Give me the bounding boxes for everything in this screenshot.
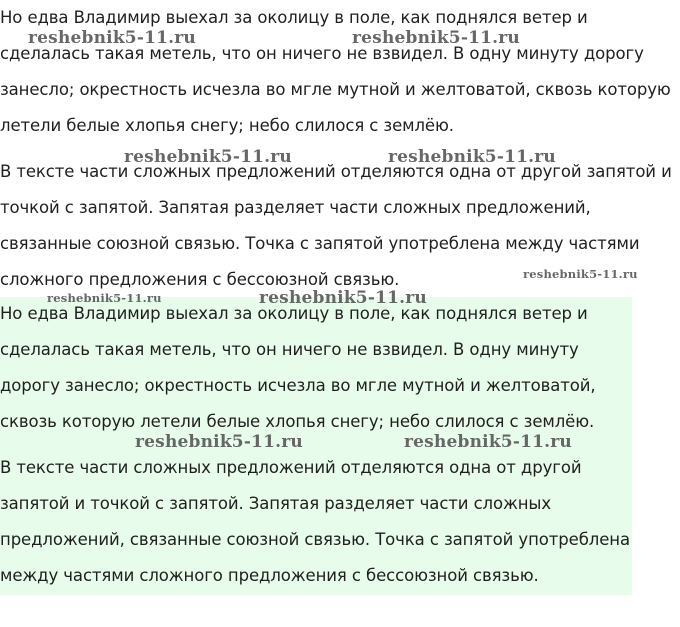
- watermark-logo: reshebnik5-11.ru: [124, 147, 292, 167]
- watermark-logo: reshebnik5-11.ru: [352, 28, 520, 48]
- watermark-logo: reshebnik5-11.ru: [404, 432, 572, 452]
- watermark-logo: reshebnik5-11.ru: [47, 291, 162, 305]
- watermark-logo: reshebnik5-11.ru: [135, 432, 303, 452]
- highlighted-explanation-paragraph: В тексте части сложных предложений отделяются одна от другой запятой и точкой с запятой. Запятая разделяет части сложных предложений, связанные союзной связью. Точка с запятой употреблена между частями сложного предложения с бессоюзной связью.: [0, 458, 630, 585]
- watermark-logo: reshebnik5-11.ru: [28, 28, 196, 48]
- explanation-paragraph: В тексте части сложных предложений отделяются одна от другой запятой и точкой с запятой. Запятая разделяет части сложных предложений, связанные союзной связью. Точка с запятой употреблена между частями сложного предложения с бессоюзной связью.: [0, 162, 672, 289]
- highlighted-text-paragraph: Но едва Владимир выехал за околицу в поле, как поднялся ветер и сделалась такая метель, что он ничего не взвидел. В одну минуту дорогу занесло; окрестность исчезла во мгле мутной и желтоватой, сквозь которую летели белые хлопья снегу; небо слилося с землёю.: [0, 304, 596, 431]
- original-text-paragraph: Но едва Владимир выехал за околицу в поле, как поднялся ветер и сделалась такая метель, что он ничего не взвидел. В одну минуту дорогу занесло; окрестность исчезла во мгле мутной и желтоватой, сквозь которую летели белые хлопья снегу; небо слилося с землёю.: [0, 8, 671, 135]
- watermark-logo: reshebnik5-11.ru: [388, 147, 556, 167]
- watermark-logo: reshebnik5-11.ru: [523, 267, 638, 281]
- watermark-logo: reshebnik5-11.ru: [259, 288, 427, 308]
